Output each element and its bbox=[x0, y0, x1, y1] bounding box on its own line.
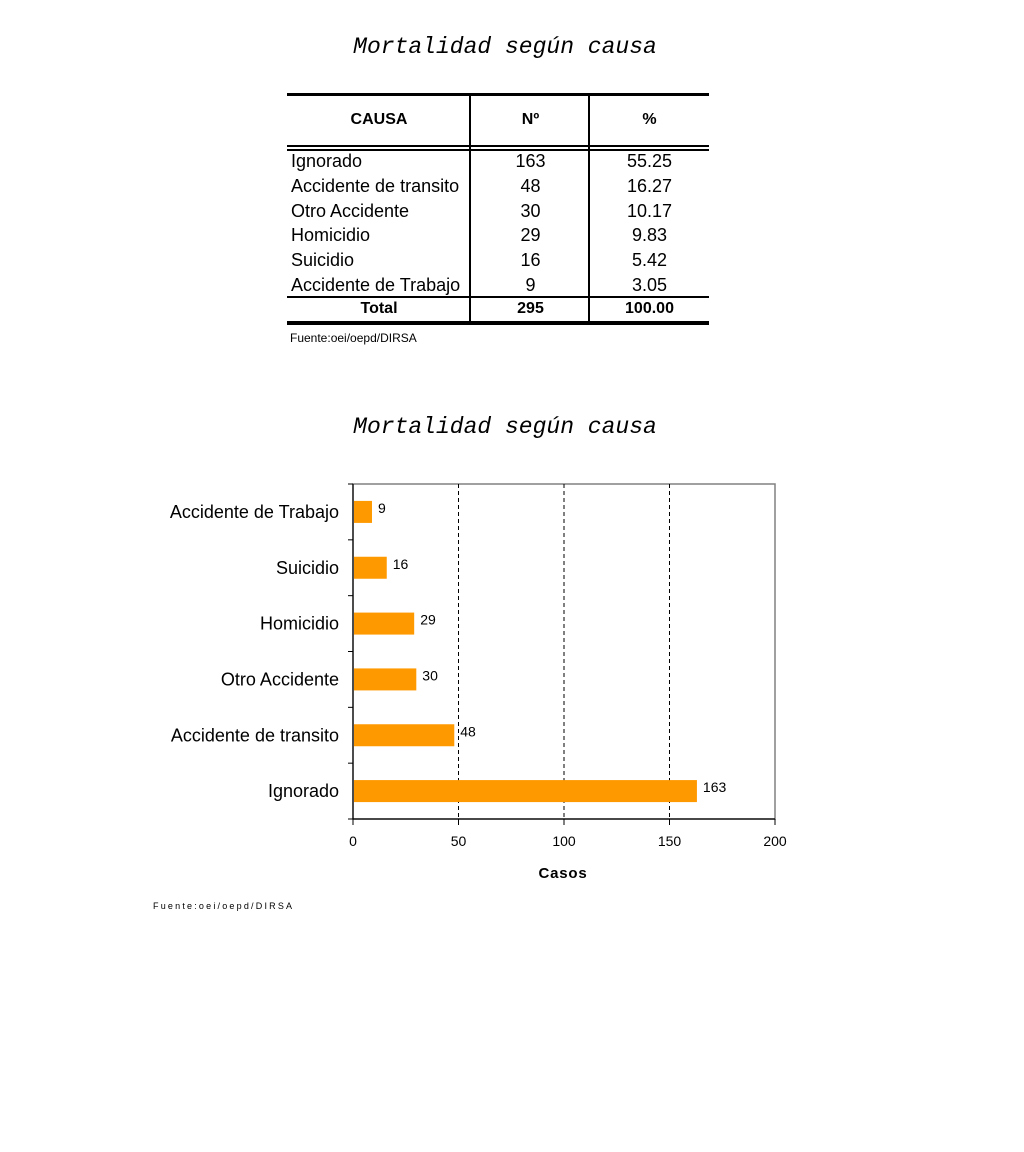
header-n: Nº bbox=[521, 111, 540, 128]
cell-pct: 9.83 bbox=[631, 225, 668, 245]
cell-pct: 16.27 bbox=[626, 176, 673, 196]
header-pct: % bbox=[642, 111, 657, 128]
total-n: 295 bbox=[517, 300, 544, 317]
x-tick-label: 200 bbox=[763, 833, 787, 849]
cell-pct: 10.17 bbox=[626, 201, 673, 221]
cell-causa: Accidente de transito bbox=[291, 176, 460, 196]
data-label: 163 bbox=[702, 779, 727, 796]
category-label: Suicidio bbox=[275, 557, 339, 578]
bar bbox=[354, 780, 697, 802]
cell-pct: 5.42 bbox=[631, 250, 668, 270]
x-axis-title: Casos bbox=[538, 865, 588, 882]
cell-n: 9 bbox=[525, 275, 536, 295]
data-label: 29 bbox=[420, 611, 436, 628]
cell-pct: 55.25 bbox=[626, 151, 673, 171]
chart-source: Fuente:oei/oepd/DIRSA bbox=[153, 901, 295, 911]
cell-n: 16 bbox=[520, 250, 541, 270]
data-label: 16 bbox=[392, 555, 409, 572]
data-label: 48 bbox=[460, 723, 476, 740]
cell-causa: Ignorado bbox=[291, 151, 363, 171]
cell-n: 48 bbox=[520, 176, 541, 196]
cell-causa: Homicidio bbox=[291, 225, 371, 245]
category-label: Accidente de transito bbox=[170, 725, 339, 746]
x-tick-label: 150 bbox=[657, 833, 682, 849]
total-pct: 100.00 bbox=[625, 300, 674, 317]
data-label: 9 bbox=[377, 499, 386, 516]
cell-pct: 3.05 bbox=[631, 275, 668, 295]
bar bbox=[354, 501, 372, 523]
table-source: Fuente:oei/oepd/DIRSA bbox=[290, 331, 417, 345]
cell-n: 29 bbox=[520, 225, 541, 245]
category-label: Ignorado bbox=[267, 781, 339, 802]
category-label: Otro Accidente bbox=[220, 669, 339, 690]
category-label: Accidente de Trabajo bbox=[169, 501, 339, 522]
bar bbox=[354, 668, 416, 690]
bar bbox=[354, 724, 454, 746]
bar bbox=[354, 613, 414, 635]
category-label: Homicidio bbox=[259, 613, 339, 634]
bar bbox=[354, 557, 387, 579]
total-label: Total bbox=[360, 300, 398, 317]
chart-title: Mortalidad según causa bbox=[353, 414, 657, 440]
x-tick-label: 50 bbox=[450, 833, 467, 849]
cell-causa: Suicidio bbox=[291, 250, 355, 270]
cell-n: 163 bbox=[515, 151, 546, 171]
x-tick-label: 100 bbox=[552, 833, 576, 849]
cell-causa: Accidente de Trabajo bbox=[291, 275, 461, 295]
table-title: Mortalidad según causa bbox=[353, 34, 657, 60]
cell-causa: Otro Accidente bbox=[291, 201, 410, 221]
x-tick-label: 0 bbox=[349, 833, 357, 849]
cell-n: 30 bbox=[520, 201, 541, 221]
header-causa: CAUSA bbox=[350, 111, 408, 128]
data-label: 30 bbox=[422, 667, 438, 684]
